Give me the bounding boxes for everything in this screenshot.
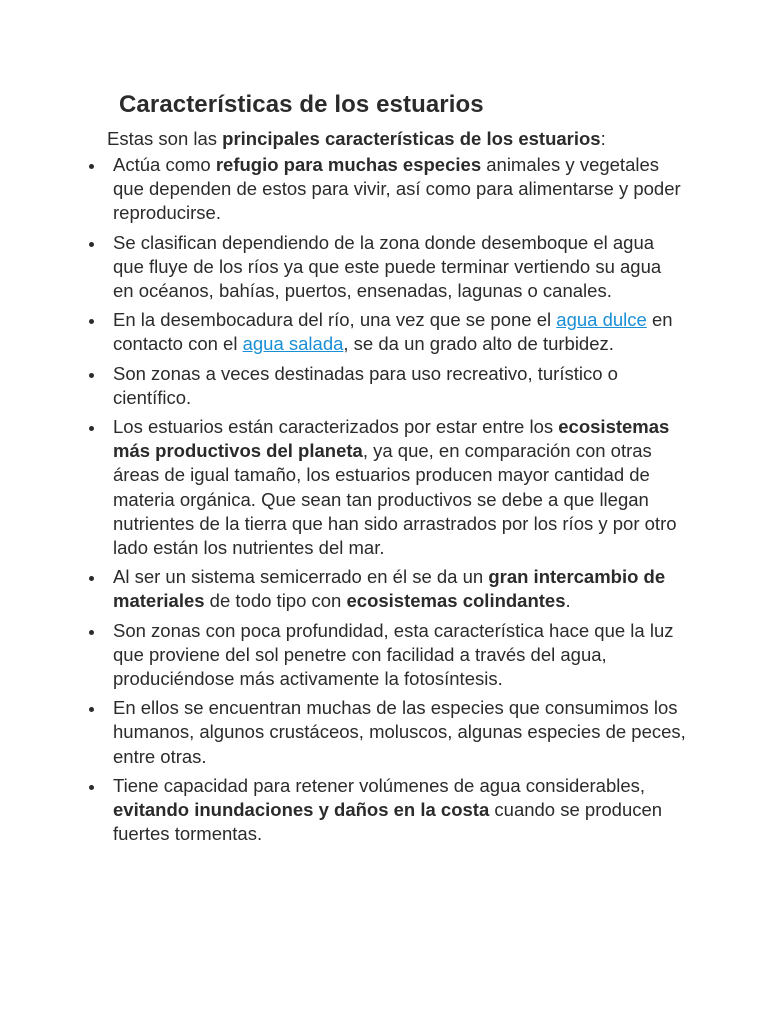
item-bold-text: ecosistemas colindantes [346,590,566,612]
characteristics-list [86,153,686,851]
list-item-turbidez [86,308,686,356]
item-text: Son zonas a veces destinadas para uso recreativo, turístico o científico. [113,362,618,408]
item-bold-text: gran intercambio de materiales [113,566,666,612]
list-item-especies [86,696,686,769]
agua-salada-link[interactable]: agua salada [242,333,344,355]
intro-text: Estas son las [107,128,223,149]
item-bold-text: refugio para muchas especies [215,154,482,175]
item-text: Son zonas con poca profundidad, esta característica hace que la luz que proviene del sol penetre con facilidad a través del agua, produciéndose más activamente la fotosíntesis. [113,619,674,690]
item-text: Al ser un sistema semicerrado en él se da un [113,566,489,588]
item-text: En la desembocadura del río, una vez que se pone el [113,309,557,331]
item-text: en contacto con el [113,309,673,355]
item-text: En ellos se encuentran muchas de las especies que consumimos los humanos, algunos crustáceos, moluscos, algunas especies de peces, entre otras. [113,697,686,767]
list-item-intercambio [86,565,686,613]
item-text: Los estuarios están caracterizados por estar entre los [113,416,559,438]
item-text: cuando se producen fuertes tormentas. [113,799,663,845]
list-item-clasificacion [86,231,686,304]
item-text: de todo tipo con [204,590,347,612]
intro-text-end: : [600,128,606,149]
list-item-refugio [86,153,686,226]
item-text: Tiene capacidad para retener volúmenes de agua considerables, [113,774,646,796]
item-bold-text: evitando inundaciones y daños en la costa [113,799,490,821]
item-text: Actúa como [113,154,216,175]
intro-bold-text: principales características de los estuarios [222,128,601,149]
item-text: animales y vegetales que dependen de estos para vivir, así como para alimentarse y poder reproducirse. [113,154,681,224]
list-item-inundaciones [86,774,686,847]
list-item-uso-recreativo [86,362,686,410]
item-text: , se da un grado alto de turbidez. [343,333,614,355]
item-text: , ya que, en comparación con otras áreas de igual tamaño, los estuarios producen mayor cantidad de materia orgánica. Que sean tan productivos se debe a que llegan nutrientes de la tierra que han sido arrastrados por los ríos y por otro lado están los nutrientes del mar. [113,440,677,559]
item-text: . [565,590,571,612]
section-title: Características de los estuarios [119,91,484,118]
item-text: Se clasifican dependiendo de la zona donde desemboque el agua que fluye de los ríos ya que este puede terminar vertiendo su agua en océanos, bahías, puertos, ensenadas, lagunas o canales. [113,231,662,302]
agua-dulce-link[interactable]: agua dulce [556,309,647,331]
intro-paragraph [107,127,606,151]
list-item-profundidad [86,619,686,692]
item-bold-text: ecosistemas más productivos del planeta [113,416,670,462]
list-item-productividad [86,415,686,560]
